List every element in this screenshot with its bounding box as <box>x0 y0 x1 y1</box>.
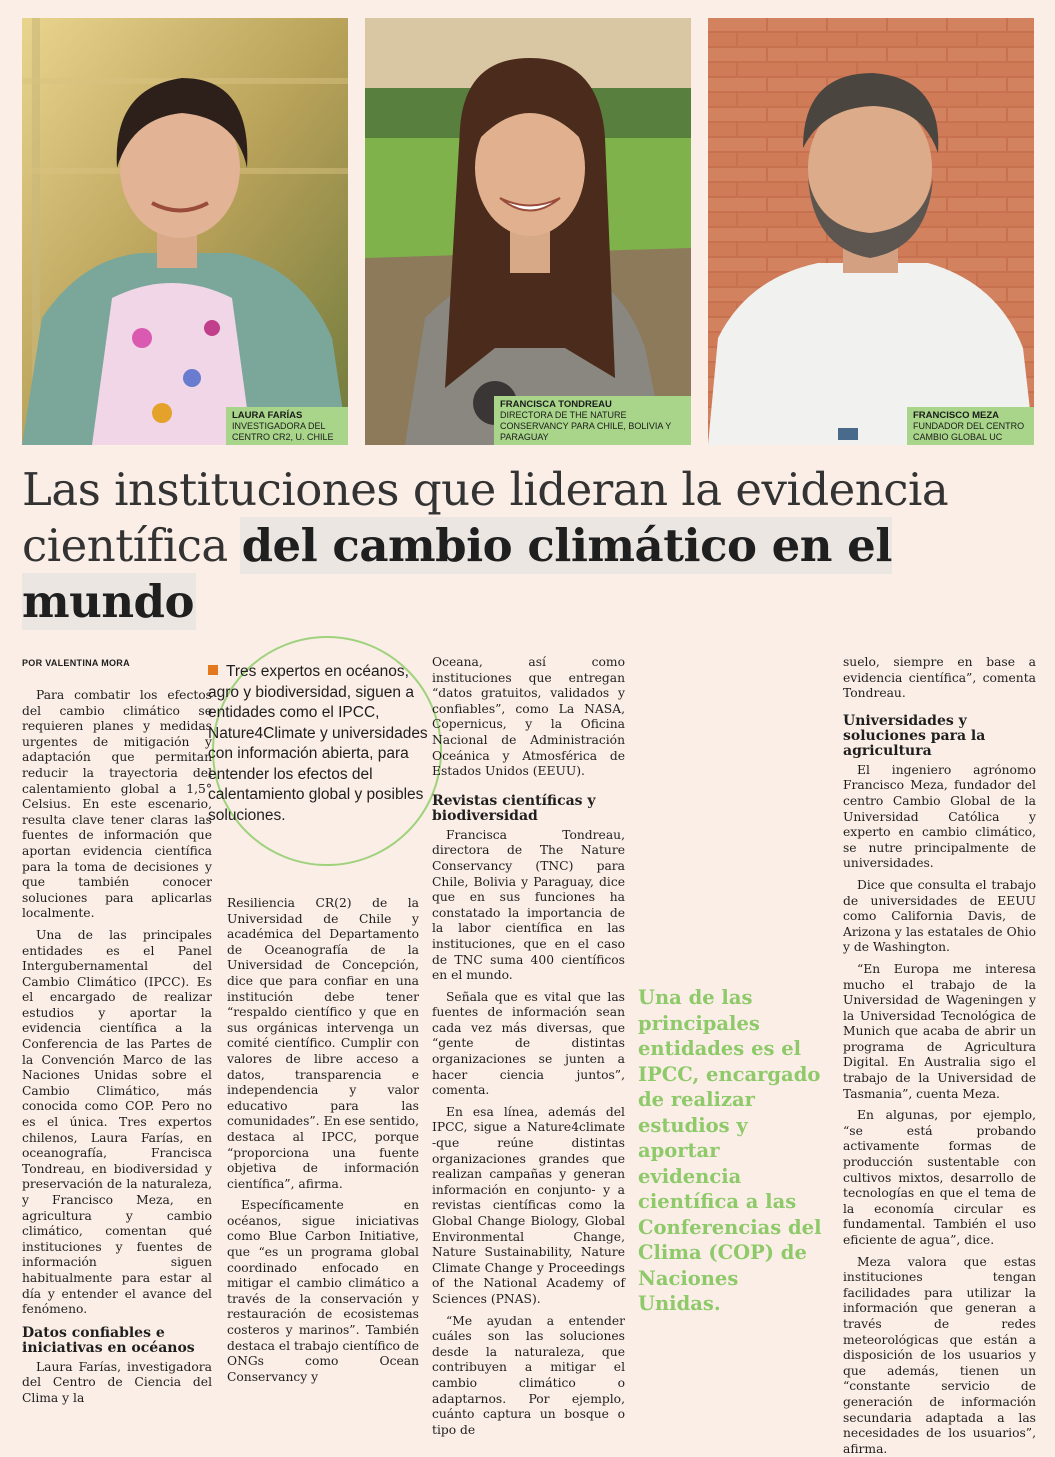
paragraph: Oceana, así como instituciones que entregan “datos gratuitos, validados y confiables”, como La NASA, Copernicus, y la Oficina Nacional de Administración Oceánica y Atmosférica de Estados Unidos (EEUU). <box>432 655 625 779</box>
paragraph: “Me ayudan a entender cuáles son las soluciones desde la naturaleza, que contribuyen a mitigar el cambio climático o adaptarnos. Por ejemplo, cuánto captura un bosque o tipo de <box>432 1313 625 1437</box>
photo-laura-farias <box>22 18 348 445</box>
headline-light: Las instituciones que lideran la evidencia científica <box>22 463 949 572</box>
paragraph: Específicamente en océanos, sigue iniciativas como Blue Carbon Initiative, que “es un programa global coordinado enfocado en mitigar el cambio climático a través de la conservación y restauración de ecosistemas costeros y marinos”. También destaca el trabajo científico de ONGs como Ocean Conservancy y <box>227 1198 419 1384</box>
photo-francisco-meza <box>708 18 1034 445</box>
subheading: Revistas científicas y biodiversidad <box>432 792 596 824</box>
headline <box>22 462 1032 630</box>
paragraph: Laura Farías, investigadora del Centro de Ciencia del Clima y la <box>22 1359 212 1405</box>
paragraph: Una de las principales entidades es el Panel Intergubernamental del Cambio Climático (IPCC). Es el encargado de realizar estudios y aportar la evidencia científica a la Conferencia de las Partes de la Convención Marco de las Naciones Unidas sobre el Cambio Climático, más conocida como COP. Pero no es el única. Tres expertos chilenos, Laura Farías, en oceanografía, Francisca Tondreau, en biodiversidad y preservación de la naturaleza, y Francisco Meza, en agricultura y cambio climático, comentan qué instituciones y fuentes de información siguen habitualmente para estar al día y entender el avance del fenómeno. <box>22 927 212 1317</box>
paragraph: Señala que es vital que las fuentes de información sean cada vez más diversas, que “gente de distintas organizaciones se junten a hacer ciencia juntos”, comenta. <box>432 989 625 1098</box>
paragraph: El ingeniero agrónomo Francisco Meza, fundador del centro Cambio Global de la Universidad Católica y experto en cambio climático, se nutre principalmente de universidades. <box>843 762 1036 871</box>
paragraph: Meza valora que estas instituciones tengan facilidades para utilizar la información que generan a través de redes meteorológicas que están a disposición de los usuarios y que además, tienen un “constante servicio de generación de información secundaria adaptada a las necesidades de los usuarios”, afirma. <box>843 1254 1036 1456</box>
paragraph: Francisca Tondreau, directora de The Nature Conservancy (TNC) para Chile, Bolivia y Paraguay, dice que en sus funciones ha constatado la importancia de la labor científica en las instituciones, que en el caso de TNC suma 400 científicos en el mundo. <box>432 827 625 983</box>
portrait-image <box>708 18 1034 445</box>
caption-role: DIRECTORA DE THE NATURE CONSERVANCY PARA CHILE, BOLIVIA Y PARAGUAY <box>500 410 672 442</box>
paragraph: suelo, siempre en base a evidencia científica”, comenta Tondreau. <box>843 655 1036 701</box>
subheading: Universidades y soluciones para la agricultura <box>843 712 986 759</box>
caption-name: FRANCISCA TONDREAU <box>500 399 612 410</box>
paragraph: “En Europa me interesa mucho el trabajo de la Universidad de Wageningen y la Universidad Tecnológica de Munich que acaba de abrir un programa de Agricultura Digital. En Australia sigo el trabajo de la Universidad de Tasmania”, cuenta Meza. <box>843 961 1036 1101</box>
article-column-1 <box>22 688 212 1407</box>
photo-caption <box>226 407 348 445</box>
photo-francisca-tondreau <box>365 18 691 445</box>
paragraph: Dice que consulta el trabajo de universidades de EEUU como California Davis, de Arizona y las estatales de Ohio y de Washington. <box>843 877 1036 955</box>
square-bullet-icon <box>208 665 218 675</box>
byline: POR VALENTINA MORA <box>22 658 130 668</box>
subheading: Datos confiables e iniciativas en océanos <box>22 1324 195 1356</box>
paragraph: Resiliencia CR(2) de la Universidad de Chile y académica del Departamento de Oceanografía de la Universidad de Concepción, dice que para confiar en una institución debe tener “respaldo científico y que en sus orgánicas intervenga un comité científico. Cumplir con valores de libre acceso a datos, transparencia e independencia y valor educativo para las comunidades”. En ese sentido, destaca al IPCC, porque “proporciona una fuente objetiva de información científica”, afirma. <box>227 896 419 1191</box>
lead-text: Tres expertos en océanos, agro y biodiversidad, siguen a entidades como el IPCC, Nature4Climate y universidades con información abierta, para entender los efectos del calentamiento global y posibles soluciones. <box>208 663 428 824</box>
caption-role: INVESTIGADORA DEL CENTRO CR2, U. CHILE <box>232 421 334 442</box>
pull-quote: Una de las principales entidades es el IPCC, encargado de realizar estudios y aportar evidencia científica a las Conferencias del Clima (COP) de Naciones Unidas. <box>638 986 822 1315</box>
portrait-image <box>22 18 348 445</box>
caption-name: LAURA FARÍAS <box>232 410 303 421</box>
portrait-image <box>365 18 691 445</box>
article-column-5 <box>843 655 1036 1457</box>
photo-caption <box>494 396 691 445</box>
headline-bold: del cambio climático en el mundo <box>22 519 892 628</box>
lead-callout <box>208 662 440 826</box>
caption-name: FRANCISCO MEZA <box>913 410 1000 421</box>
article-column-2 <box>227 896 419 1385</box>
caption-role: FUNDADOR DEL CENTRO CAMBIO GLOBAL UC <box>913 421 1025 442</box>
paragraph: En esa línea, además del IPCC, sigue a Nature4climate -que reúne distintas organizaciones grandes que realizan campañas y generan información en conjunto- y a revistas científicas como la Global Change Biology, Global Environmental Change, Nature Sustainability, Nature Climate Change y Proceedings of the National Academy of Sciences (PNAS). <box>432 1104 625 1306</box>
article-column-3 <box>432 655 625 1438</box>
paragraph: Para combatir los efectos del cambio climático se requieren planes y medidas urgentes de mitigación y adaptación que permitan reducir la trayectoria del calentamiento global a 1,5° Celsius. En este escenario, resulta clave tener claras las fuentes de información que aportan evidencia científica para la toma de decisiones y que también conocer soluciones para aplicarlas localmente. <box>22 688 212 921</box>
photo-caption <box>907 407 1034 445</box>
paragraph: En algunas, por ejemplo, “se está probando activamente formas de producción sustentable con cultivos mixtos, desarrollo de tecnologías en que el tema de la economía circular es fundamental. También el uso eficiente de agua”, dice. <box>843 1108 1036 1247</box>
